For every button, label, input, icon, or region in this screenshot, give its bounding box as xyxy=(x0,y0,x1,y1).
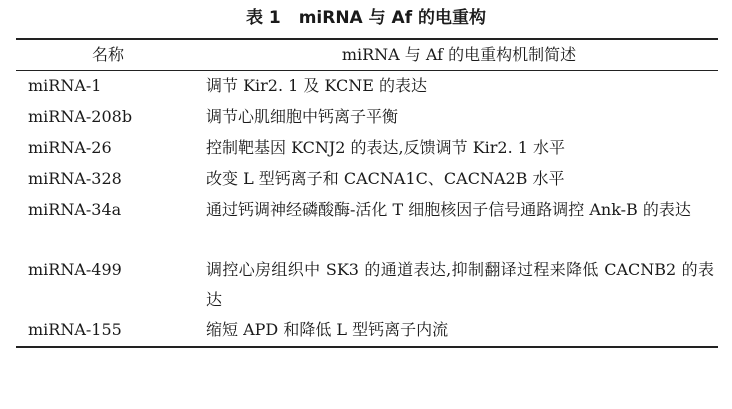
table-title: miRNA 与 Af 的电重构 xyxy=(298,8,487,28)
mirna-table xyxy=(16,38,718,348)
row-name: miRNA-1 xyxy=(28,76,102,95)
row-name: miRNA-208b xyxy=(28,107,133,126)
row-name: miRNA-34a xyxy=(28,200,122,219)
table-row xyxy=(16,315,718,347)
row-description: 调节 Kir2. 1 及 KCNE 的表达 xyxy=(206,76,428,95)
header-name: 名称 xyxy=(16,39,200,71)
row-description: 调控心房组织中 SK3 的通道表达,抑制翻译过程来降低 CACNB2 的表达 xyxy=(206,260,714,309)
row-name: miRNA-155 xyxy=(28,320,122,339)
header-description: miRNA 与 Af 的电重构机制简述 xyxy=(200,39,718,71)
table-row xyxy=(16,133,718,164)
table-row xyxy=(16,102,718,133)
row-description: 通过钙调神经磷酸酶-活化 T 细胞核因子信号通路调控 Ank-B 的表达 xyxy=(206,200,691,219)
row-description: 调节心肌细胞中钙离子平衡 xyxy=(206,107,399,126)
row-name: miRNA-328 xyxy=(28,169,122,188)
table-row xyxy=(16,71,718,103)
row-name: miRNA-26 xyxy=(28,138,112,157)
table-row xyxy=(16,255,718,315)
table-header-row xyxy=(16,39,718,71)
table-row xyxy=(16,195,718,255)
row-name: miRNA-499 xyxy=(28,260,122,279)
row-description: 控制靶基因 KCNJ2 的表达,反馈调节 Kir2. 1 水平 xyxy=(206,138,566,157)
row-description: 改变 L 型钙离子和 CACNA1C、CACNA2B 水平 xyxy=(206,169,565,188)
table-row xyxy=(16,164,718,195)
row-description: 缩短 APD 和降低 L 型钙离子内流 xyxy=(206,320,449,339)
table-number: 表 1 xyxy=(245,8,281,28)
table-caption xyxy=(0,6,732,30)
